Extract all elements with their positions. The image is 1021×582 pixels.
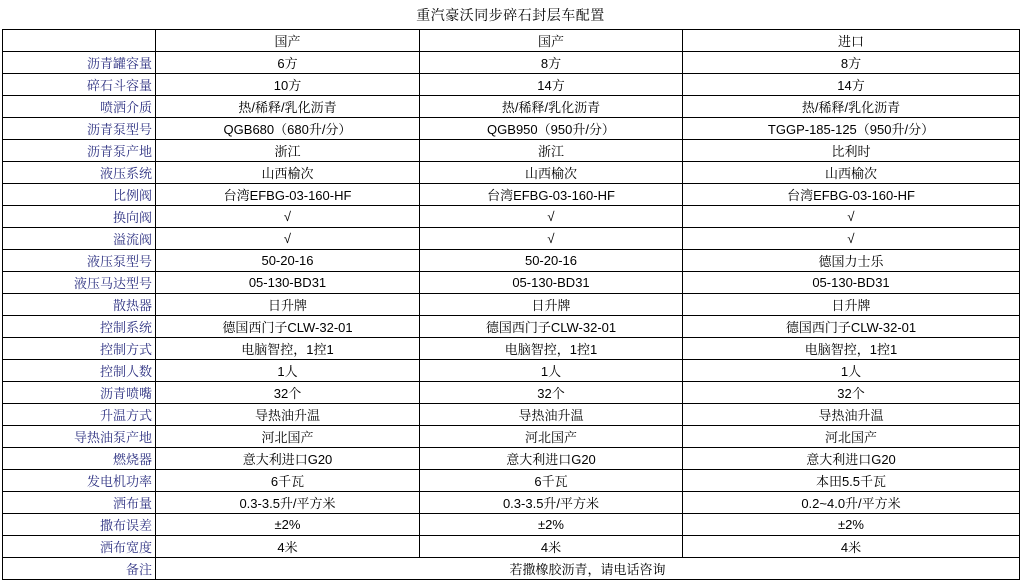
cell-value: 日升牌 xyxy=(156,294,420,316)
footer-remark-value: 若撒橡胶沥青，请电话咨询 xyxy=(156,558,1020,580)
column-header-domestic-2: 国产 xyxy=(420,30,683,52)
row-label: 换向阀 xyxy=(3,206,156,228)
cell-value: 50-20-16 xyxy=(156,250,420,272)
table-row xyxy=(3,162,1020,184)
cell-value: 比利时 xyxy=(683,140,1020,162)
table-row xyxy=(3,206,1020,228)
cell-value: 电脑智控，1控1 xyxy=(156,338,420,360)
table-row xyxy=(3,470,1020,492)
cell-value: 德国西门子CLW-32-01 xyxy=(420,316,683,338)
cell-value: 32个 xyxy=(156,382,420,404)
cell-value: √ xyxy=(420,228,683,250)
row-label: 沥青罐容量 xyxy=(3,52,156,74)
cell-value: 10方 xyxy=(156,74,420,96)
cell-value: 台湾EFBG-03-160-HF xyxy=(156,184,420,206)
row-label: 洒布宽度 xyxy=(3,536,156,558)
cell-value: 电脑智控，1控1 xyxy=(420,338,683,360)
cell-value: 1人 xyxy=(156,360,420,382)
row-label: 溢流阀 xyxy=(3,228,156,250)
cell-value: 山西榆次 xyxy=(156,162,420,184)
cell-value: 8方 xyxy=(420,52,683,74)
row-label: 碎石斗容量 xyxy=(3,74,156,96)
cell-value: 热/稀释/乳化沥青 xyxy=(156,96,420,118)
cell-value: 河北国产 xyxy=(156,426,420,448)
row-label: 发电机功率 xyxy=(3,470,156,492)
table-row xyxy=(3,184,1020,206)
table-row xyxy=(3,250,1020,272)
column-header-domestic-1: 国产 xyxy=(156,30,420,52)
cell-value: 浙江 xyxy=(420,140,683,162)
cell-value: 6千瓦 xyxy=(420,470,683,492)
cell-value: 32个 xyxy=(683,382,1020,404)
row-label: 比例阀 xyxy=(3,184,156,206)
cell-value: QGB680（680升/分） xyxy=(156,118,420,140)
table-row xyxy=(3,140,1020,162)
row-label: 沥青喷嘴 xyxy=(3,382,156,404)
cell-value: √ xyxy=(420,206,683,228)
cell-value: 日升牌 xyxy=(420,294,683,316)
cell-value: 台湾EFBG-03-160-HF xyxy=(420,184,683,206)
cell-value: 32个 xyxy=(420,382,683,404)
row-label: 撒布误差 xyxy=(3,514,156,536)
cell-value: 台湾EFBG-03-160-HF xyxy=(683,184,1020,206)
table-body xyxy=(3,30,1020,580)
cell-value: 电脑智控，1控1 xyxy=(683,338,1020,360)
row-label: 沥青泵型号 xyxy=(3,118,156,140)
cell-value: √ xyxy=(683,206,1020,228)
cell-value: TGGP-185-125（950升/分） xyxy=(683,118,1020,140)
row-label: 洒布量 xyxy=(3,492,156,514)
cell-value: 河北国产 xyxy=(420,426,683,448)
cell-value: ±2% xyxy=(156,514,420,536)
footer-row xyxy=(3,558,1020,580)
cell-value: 0.2~4.0升/平方米 xyxy=(683,492,1020,514)
cell-value: 05-130-BD31 xyxy=(156,272,420,294)
row-label: 散热器 xyxy=(3,294,156,316)
cell-value: 热/稀释/乳化沥青 xyxy=(683,96,1020,118)
cell-value: 日升牌 xyxy=(683,294,1020,316)
table-row xyxy=(3,316,1020,338)
cell-value: √ xyxy=(156,228,420,250)
table-row xyxy=(3,360,1020,382)
cell-value: 导热油升温 xyxy=(683,404,1020,426)
cell-value: √ xyxy=(156,206,420,228)
table-row xyxy=(3,514,1020,536)
row-label: 喷洒介质 xyxy=(3,96,156,118)
cell-value: 4米 xyxy=(156,536,420,558)
cell-value: ±2% xyxy=(420,514,683,536)
cell-value: √ xyxy=(683,228,1020,250)
cell-value: 4米 xyxy=(420,536,683,558)
page-title: 重汽豪沃同步碎石封层车配置 xyxy=(416,6,605,23)
row-label: 液压泵型号 xyxy=(3,250,156,272)
cell-value: 50-20-16 xyxy=(420,250,683,272)
cell-value: 德国西门子CLW-32-01 xyxy=(156,316,420,338)
row-label: 沥青泵产地 xyxy=(3,140,156,162)
table-row xyxy=(3,228,1020,250)
table-row xyxy=(3,294,1020,316)
cell-value: 6千瓦 xyxy=(156,470,420,492)
table-row xyxy=(3,118,1020,140)
table-row xyxy=(3,272,1020,294)
footer-row-label: 备注 xyxy=(3,558,156,580)
row-label: 控制方式 xyxy=(3,338,156,360)
cell-value: QGB950（950升/分） xyxy=(420,118,683,140)
cell-value: 05-130-BD31 xyxy=(420,272,683,294)
table-row xyxy=(3,536,1020,558)
cell-value: 热/稀释/乳化沥青 xyxy=(420,96,683,118)
table-row xyxy=(3,404,1020,426)
column-header-imported: 进口 xyxy=(683,30,1020,52)
row-label: 升温方式 xyxy=(3,404,156,426)
cell-value: 意大利进口G20 xyxy=(683,448,1020,470)
cell-value: 导热油升温 xyxy=(420,404,683,426)
cell-value: 意大利进口G20 xyxy=(156,448,420,470)
cell-value: 山西榆次 xyxy=(420,162,683,184)
cell-value: 德国西门子CLW-32-01 xyxy=(683,316,1020,338)
row-label: 液压马达型号 xyxy=(3,272,156,294)
cell-value: 14方 xyxy=(420,74,683,96)
cell-value: 1人 xyxy=(420,360,683,382)
cell-value: 意大利进口G20 xyxy=(420,448,683,470)
header-empty-cell xyxy=(3,30,156,52)
table-row xyxy=(3,74,1020,96)
cell-value: ±2% xyxy=(683,514,1020,536)
cell-value: 05-130-BD31 xyxy=(683,272,1020,294)
table-row xyxy=(3,338,1020,360)
row-label: 控制系统 xyxy=(3,316,156,338)
cell-value: 山西榆次 xyxy=(683,162,1020,184)
cell-value: 德国力士乐 xyxy=(683,250,1020,272)
header-row xyxy=(3,30,1020,52)
cell-value: 浙江 xyxy=(156,140,420,162)
cell-value: 8方 xyxy=(683,52,1020,74)
row-label: 燃烧器 xyxy=(3,448,156,470)
cell-value: 河北国产 xyxy=(683,426,1020,448)
cell-value: 0.3-3.5升/平方米 xyxy=(420,492,683,514)
cell-value: 1人 xyxy=(683,360,1020,382)
cell-value: 导热油升温 xyxy=(156,404,420,426)
table-row xyxy=(3,492,1020,514)
table-row xyxy=(3,52,1020,74)
row-label: 导热油泵产地 xyxy=(3,426,156,448)
cell-value: 4米 xyxy=(683,536,1020,558)
table-row xyxy=(3,448,1020,470)
table-row xyxy=(3,426,1020,448)
table-row xyxy=(3,96,1020,118)
cell-value: 本田5.5千瓦 xyxy=(683,470,1020,492)
row-label: 液压系统 xyxy=(3,162,156,184)
row-label: 控制人数 xyxy=(3,360,156,382)
cell-value: 6方 xyxy=(156,52,420,74)
spec-table xyxy=(2,29,1020,580)
table-row xyxy=(3,382,1020,404)
cell-value: 0.3-3.5升/平方米 xyxy=(156,492,420,514)
cell-value: 14方 xyxy=(683,74,1020,96)
